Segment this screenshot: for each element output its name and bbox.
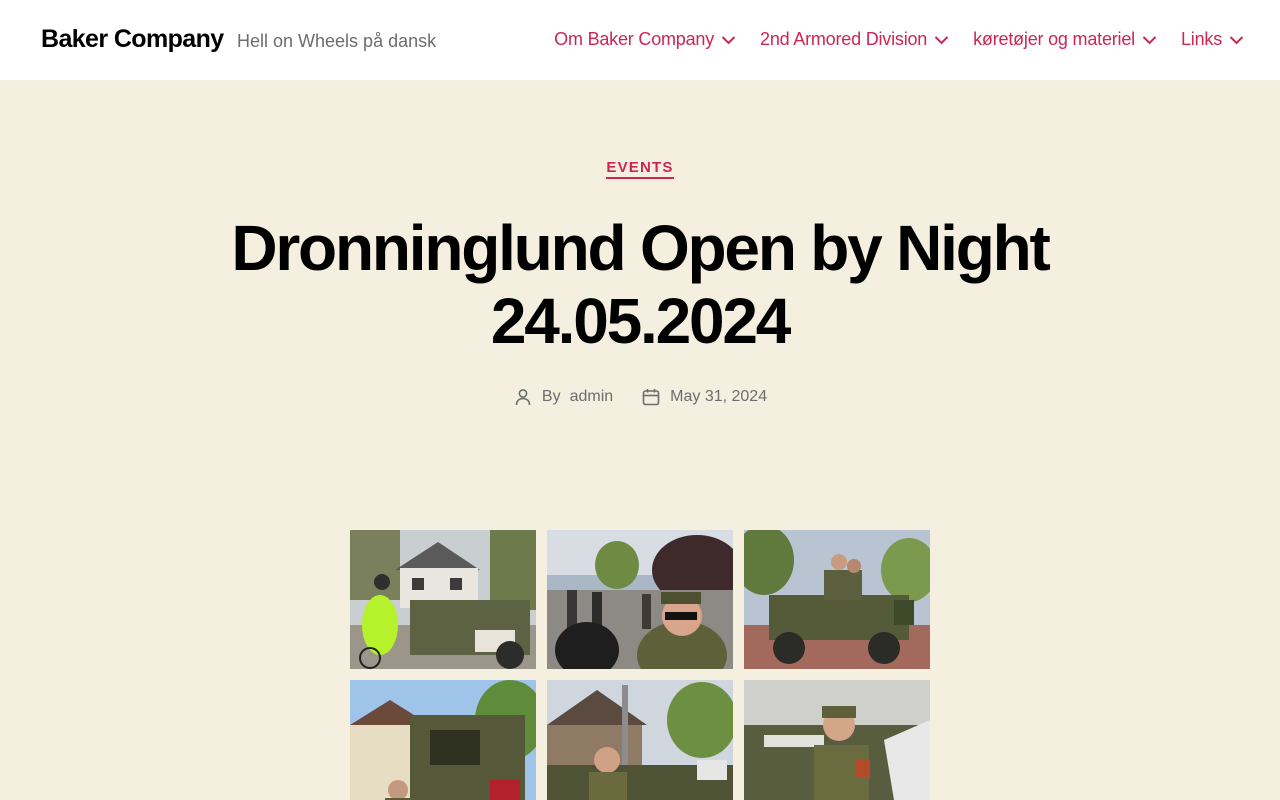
nav-item-links[interactable]	[1181, 29, 1244, 50]
gallery-image-3[interactable]	[744, 530, 930, 669]
author-prefix: By	[541, 388, 561, 405]
post-title-line-1: Dronninglund Open by Night	[231, 212, 1049, 284]
gallery-image-2[interactable]	[547, 530, 733, 669]
calendar-icon	[641, 387, 661, 407]
date-link[interactable]: May 31, 2024	[670, 388, 768, 405]
post-title-line-2: 24.05.2024	[490, 285, 790, 357]
nav-item-label: Links	[1180, 29, 1222, 49]
gallery-image-4[interactable]	[350, 680, 536, 800]
chevron-down-icon	[934, 35, 949, 45]
nav-item-koretojer-og-materiel[interactable]	[973, 29, 1157, 50]
category-link-wrapper	[0, 159, 1280, 177]
gallery-image-6[interactable]	[744, 680, 930, 800]
post-author	[513, 387, 613, 407]
chevron-down-icon	[721, 35, 736, 45]
author-link[interactable]: admin	[569, 388, 614, 405]
gallery-image-5[interactable]	[547, 680, 733, 800]
nav-item-om-baker-company[interactable]	[554, 29, 736, 50]
person-icon	[513, 387, 533, 407]
chevron-down-icon	[1229, 35, 1244, 45]
image-gallery	[350, 530, 930, 800]
site-header	[0, 0, 1280, 80]
site-description: Hell on Wheels på dansk	[237, 31, 437, 51]
primary-nav	[554, 29, 1244, 50]
nav-item-2nd-armored-division[interactable]	[760, 29, 949, 50]
nav-item-label: 2nd Armored Division	[760, 29, 928, 49]
chevron-down-icon	[1142, 35, 1157, 45]
post-date	[641, 387, 767, 407]
post-meta	[0, 387, 1280, 407]
category-link[interactable]: EVENTS	[606, 159, 673, 179]
post-title	[140, 212, 1140, 358]
nav-item-label: køretøjer og materiel	[973, 29, 1135, 49]
nav-item-label: Om Baker Company	[554, 29, 715, 49]
site-title[interactable]: Baker Company	[41, 25, 224, 53]
gallery-image-1[interactable]	[350, 530, 536, 669]
